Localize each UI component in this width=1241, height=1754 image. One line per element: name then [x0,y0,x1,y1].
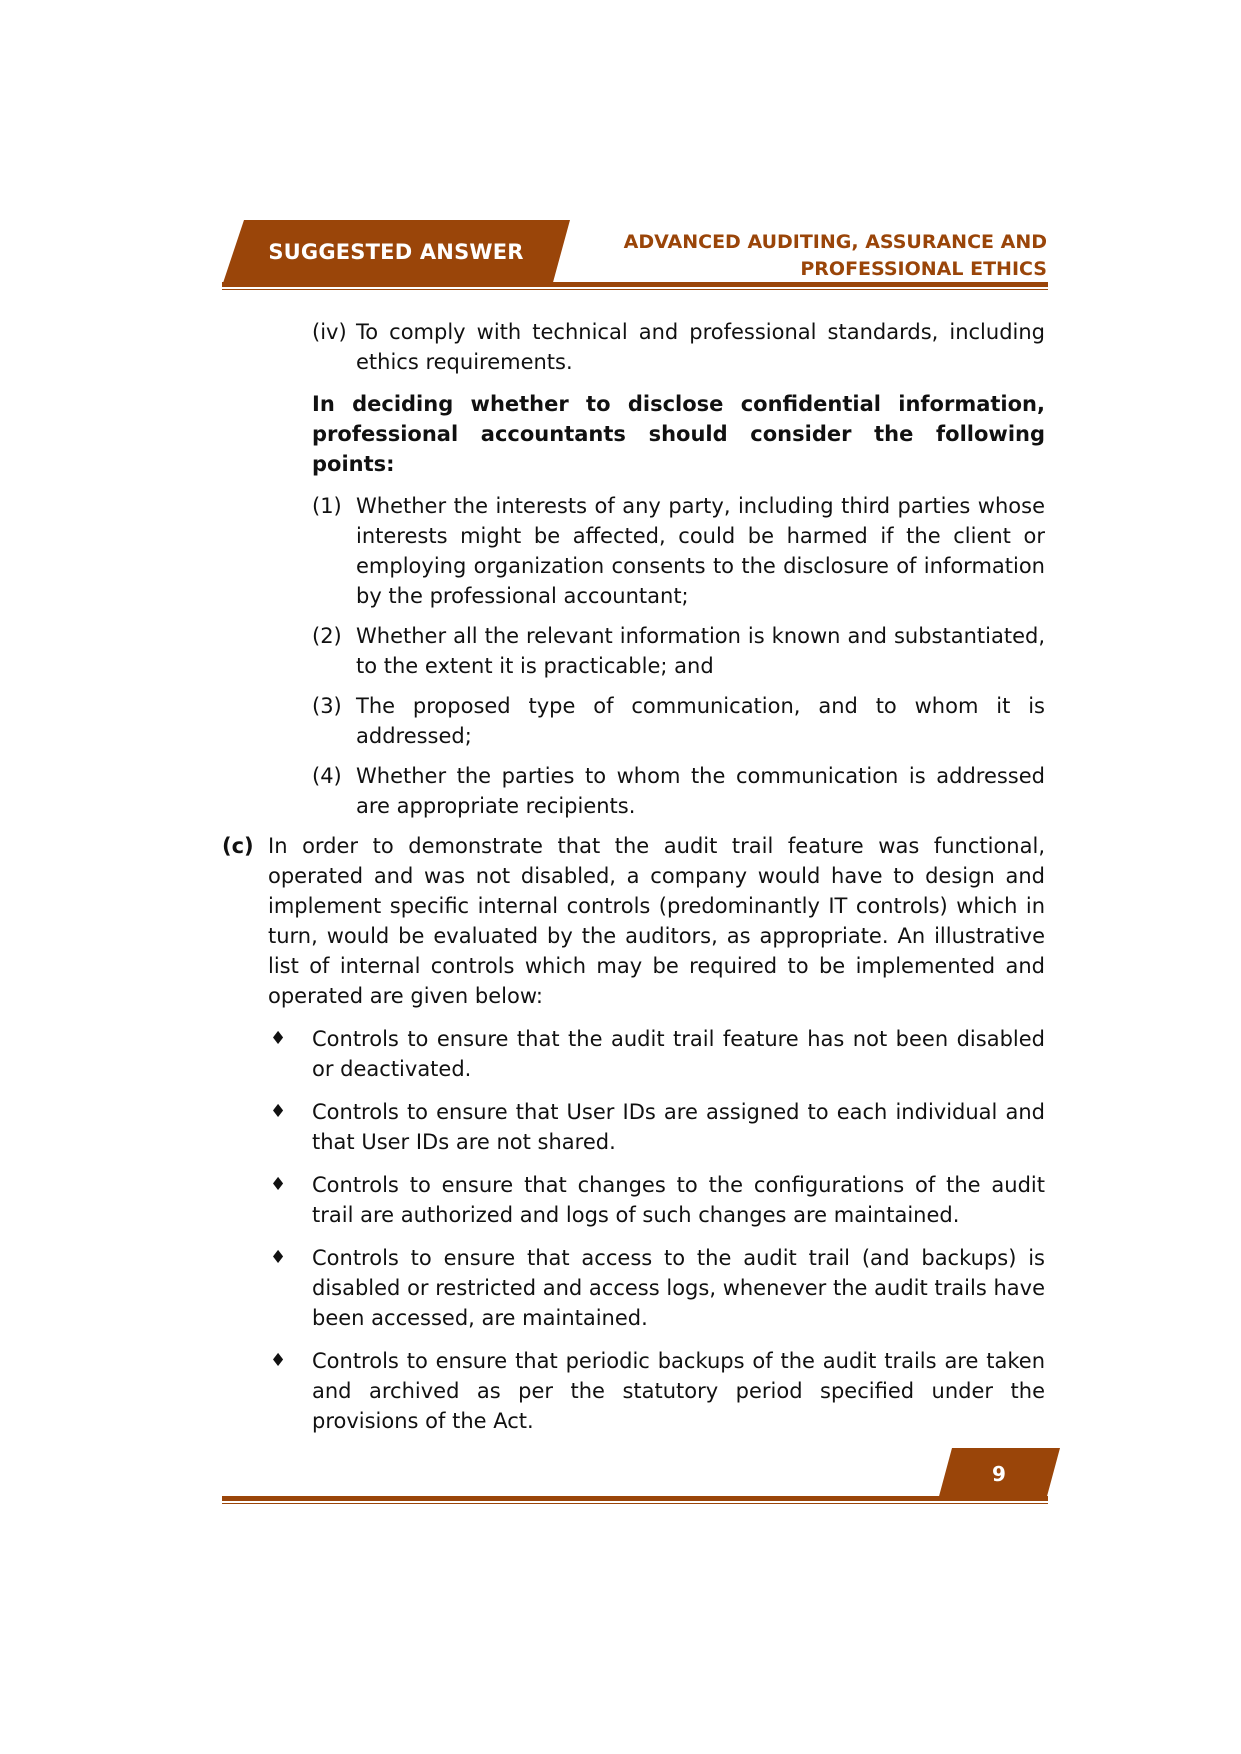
header-subject [624,229,1047,283]
page-number: 9 [992,1462,1006,1486]
bullet-text: Controls to ensure that access to the audit trail (and backups) is disabled or restricted and access logs, whenever the audit trails have been accessed, are maintained. [312,1246,1045,1330]
list-item-number: (iv) [312,320,347,344]
bullet-text: Controls to ensure that changes to the configurations of the audit trail are authorized and logs of such changes are maintained. [312,1173,1045,1227]
point-text: Whether all the relevant information is known and substantiated, to the extent it is practicable; and [356,624,1045,678]
bullet-text: Controls to ensure that User IDs are assigned to each individual and that User IDs are not shared. [312,1100,1045,1154]
section-number: (c) [222,834,254,858]
point-text: Whether the parties to whom the communication is addressed are appropriate recipients. [356,764,1045,818]
page-number-tab [938,1448,1060,1500]
point-text: Whether the interests of any party, including third parties whose interests might be affected, could be harmed if the client or employing organization consents to the disclosure of information by the professional accountant; [356,494,1045,608]
bullet-item [270,1024,1045,1084]
bold-heading: In deciding whether to disclose confidential information, professional accountants should consider the following points: [312,392,1045,476]
section-c [222,831,1045,1011]
diamond-bullet-icon: ♦ [270,1247,287,1268]
bullet-text: Controls to ensure that periodic backups of the audit trails are taken and archived as per the statutory period specified under the provisions of the Act. [312,1349,1045,1433]
point-number: (2) [312,624,342,648]
header-subject-line2: PROFESSIONAL ETHICS [800,258,1047,280]
diamond-bullet-icon: ♦ [270,1028,287,1049]
header-subject-line1: ADVANCED AUDITING, ASSURANCE AND [623,231,1047,253]
page-content [222,317,1045,1436]
point-item [312,761,1045,821]
diamond-bullet-icon: ♦ [270,1350,287,1371]
bullet-item [270,1346,1045,1436]
bullet-item [270,1170,1045,1230]
bullet-item [270,1097,1045,1157]
list-item-text: To comply with technical and professional standards, including ethics requirements. [356,320,1045,374]
point-number: (3) [312,694,342,718]
bullet-text: Controls to ensure that the audit trail feature has not been disabled or deactivated. [312,1027,1045,1081]
section-text: In order to demonstrate that the audit trail feature was functional, operated and was not disabled, a company would have to design and implement specific internal controls (predominantly IT controls) which in turn, would be evaluated by the auditors, as appropriate. An illustrative list of internal controls which may be required to be implemented and operated are given below: [268,834,1045,1008]
point-number: (4) [312,764,342,788]
header-rule [222,282,1048,287]
point-number: (1) [312,494,342,518]
point-item [312,491,1045,611]
header-tab-label: SUGGESTED ANSWER [268,240,524,264]
point-item [312,621,1045,681]
header-rule-thin [222,289,1048,290]
footer-rule [222,1496,1048,1501]
diamond-bullet-icon: ♦ [270,1101,287,1122]
header-tab [222,220,570,288]
footer-rule-thin [222,1503,1048,1504]
bullet-item [270,1243,1045,1333]
list-item-iv [312,317,1045,377]
point-text: The proposed type of communication, and to whom it is addressed; [356,694,1045,748]
diamond-bullet-icon: ♦ [270,1174,287,1195]
point-item [312,691,1045,751]
